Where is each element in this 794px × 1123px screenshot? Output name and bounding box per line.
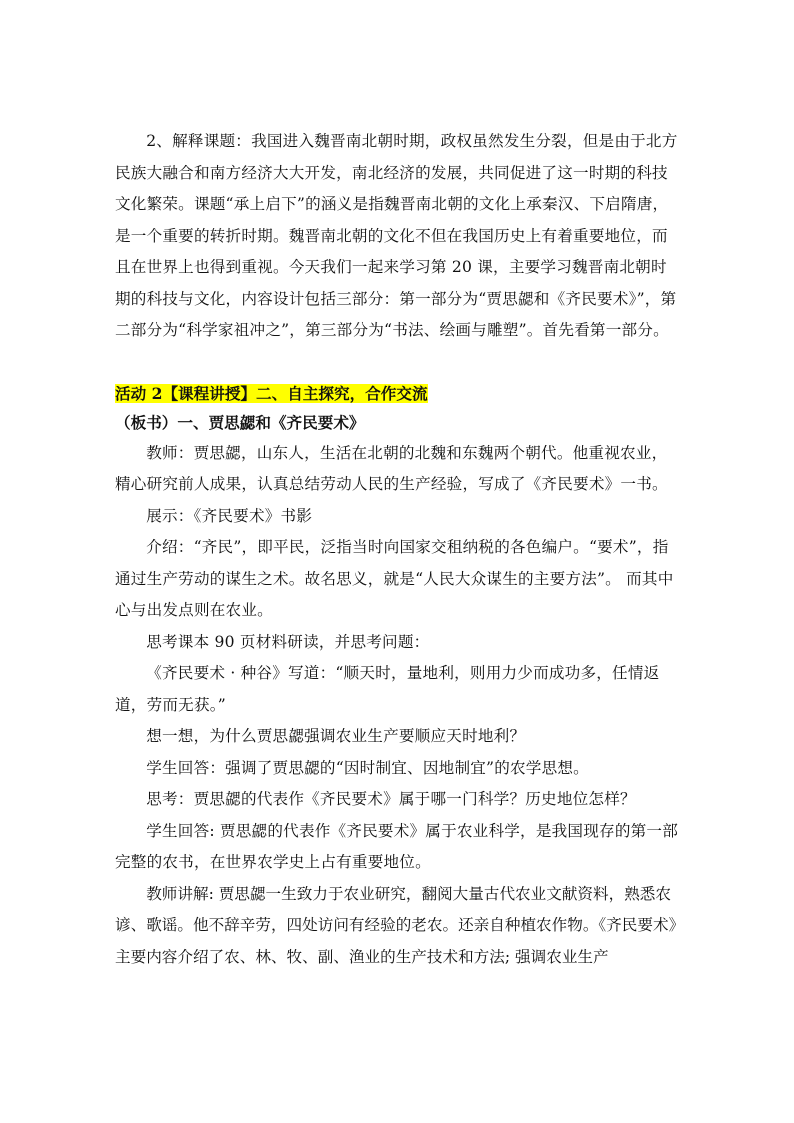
think-question-paragraph: 思考：贾思勰的代表作《齐民要术》属于哪一门科学？历史地位怎样？	[146, 790, 636, 808]
intro-paragraph: 2、解释课题：我国进入魏晋南北朝时期，政权虽然发生分裂，但是由于北方民族大融合和南方经济大大开发，南北经济的发展，共同促进了这一时期的科技文化繁荣。课题“承上启下”的涵义是指魏晋南北朝的文化上承秦汉、下启隋唐，是一个重要的转折时期。魏晋南北朝的文化不但在我国历史上有着重要地位，而且在世界上也得到重视。今天我们一起来学习第 20 课，主要学习魏晋南北朝时期的科技与文化，内容设计包括三部分：第一部分为“贾思勰和《齐民要术》”，第二部分为“科学家祖冲之”，第三部分为“书法、绘画与雕塑”。首先看第一部分。	[115, 132, 678, 339]
question-paragraph: 想一想，为什么贾思勰强调农业生产要顺应天时地利？	[146, 727, 526, 745]
quote-paragraph: 《齐民要术 · 种谷》写道：“顺天时，量地利，则用力少而成功多，任情返道，劳而无获。”	[115, 664, 660, 714]
lesson-body	[115, 438, 680, 974]
teacher-explanation-paragraph: 教师讲解: 贾思勰一生致力于农业研究，翻阅大量古代农业文献资料，熟悉农谚、歌谣。他不辞辛劳，四处访问有经验的老农。还亲自种植农作物。《齐民要术》主要内容介绍了农、林、牧、副、渔业的生产技术和方法; 强调农业生产	[115, 884, 677, 966]
reading-task-paragraph: 思考课本 90 页材料研读，并思考问题：	[146, 632, 430, 651]
activity-heading	[115, 381, 680, 407]
intro-section	[115, 126, 680, 347]
activity-heading-highlight: 活动 2【课程讲授】二、自主探究，合作交流	[115, 383, 428, 403]
student-answer-2-paragraph: 学生回答: 贾思勰的代表作《齐民要术》属于农业科学，是我国现存的第一部完整的农书，在世界农学史上占有重要地位。	[115, 821, 678, 871]
document-page	[115, 126, 680, 973]
board-title: （板书）一、贾思勰和《齐民要术》	[115, 412, 365, 432]
student-answer-paragraph: 学生回答：强调了贾思勰的“因时制宜、因地制宜”的农学思想。	[146, 758, 589, 777]
display-paragraph: 展示：《齐民要术》书影	[146, 506, 313, 525]
explanation-paragraph: 介绍：“齐民”，即平民，泛指当时向国家交租纳税的各色编户。“要术”，指通过生产劳动的谋生之术。故名思义，就是“人民大众谋生的主要方法”。 而其中心与出发点则在农业。	[115, 538, 674, 619]
teacher-intro-paragraph: 教师：贾思勰，山东人，生活在北朝的北魏和东魏两个朝代。他重视农业，精心研究前人成果，认真总结劳动人民的生产经验，写成了《齐民要术》一书。	[115, 443, 668, 493]
